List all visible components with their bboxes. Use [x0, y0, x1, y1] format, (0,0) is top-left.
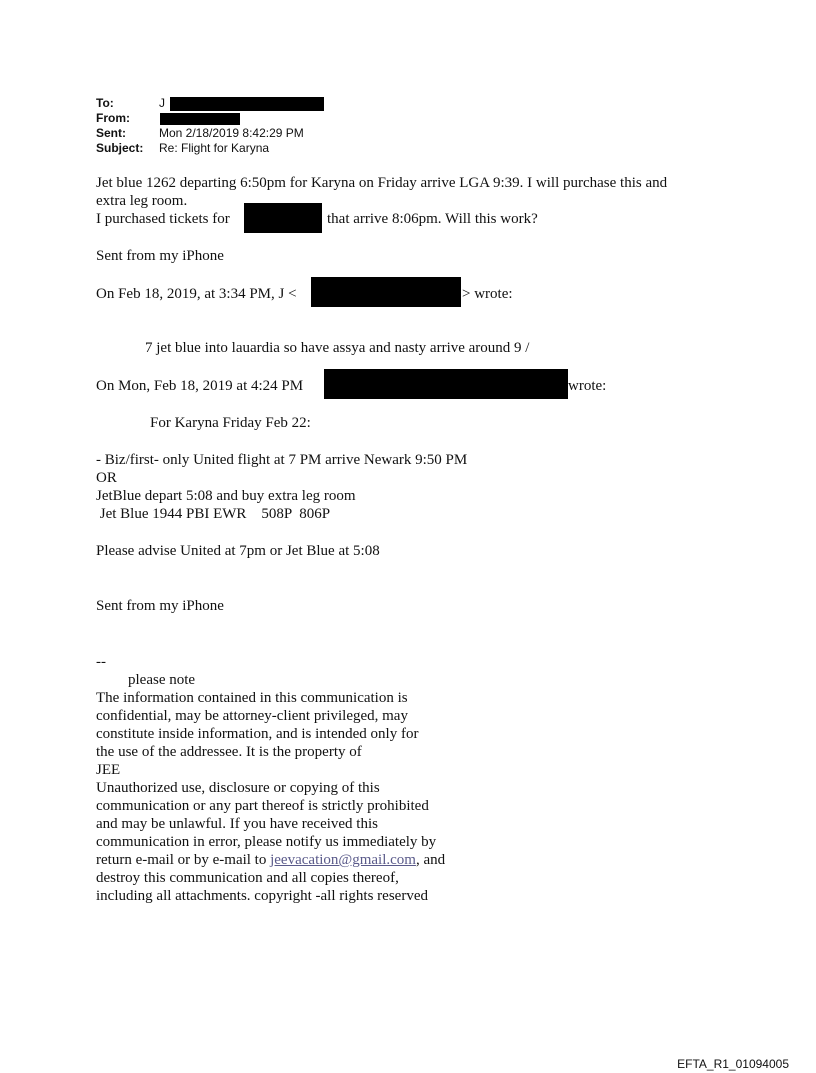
- option-jetblue: JetBlue depart 5:08 and buy extra leg room: [96, 488, 356, 504]
- quote1-attribution: On Feb 18, 2019, at 3:34 PM, J <: [96, 286, 297, 302]
- disclaimer-line-3: constitute inside information, and is intended only for: [96, 726, 419, 742]
- quote2-wrote: wrote:: [568, 378, 607, 394]
- document-id: EFTA_R1_01094005: [677, 1057, 789, 1071]
- body-line-3a: I purchased tickets for: [96, 211, 230, 227]
- body-line-3b: that arrive 8:06pm. Will this work?: [327, 211, 538, 227]
- disclaimer-line-5: JEE: [96, 762, 121, 778]
- sent-value: Mon 2/18/2019 8:42:29 PM: [159, 126, 304, 140]
- disclaimer-line-6: Unauthorized use, disclosure or copying of this: [96, 780, 380, 796]
- to-value: J: [159, 96, 165, 110]
- disclaimer-line-10-b: , and: [415, 852, 446, 868]
- disclaimer-line-9: communication in error, please notify us immediately by: [96, 834, 437, 850]
- sent-from-iphone-2: Sent from my iPhone: [96, 598, 224, 614]
- redaction-quote2-sender: [324, 369, 568, 399]
- or-text: OR: [96, 470, 117, 486]
- sent-label: Sent:: [96, 126, 126, 140]
- disclaimer-line-4: the use of the addressee. It is the property of: [96, 744, 362, 760]
- karyna-line: For Karyna Friday Feb 22:: [150, 415, 311, 431]
- quote1-text: 7 jet blue into lauardia so have assya and nasty arrive around 9 /: [145, 340, 530, 356]
- disclaimer-line-12: including all attachments. copyright -all rights reserved: [96, 888, 428, 904]
- quote1-wrote: > wrote:: [462, 286, 513, 302]
- subject-value: Re: Flight for Karyna: [159, 141, 270, 155]
- body-line-1: Jet blue 1262 departing 6:50pm for Karyna on Friday arrive LGA 9:39. I will purchase this and: [96, 175, 668, 191]
- disclaimer-line-8: and may be unlawful. If you have received this: [96, 816, 378, 832]
- sent-from-iphone-1: Sent from my iPhone: [96, 248, 224, 264]
- signature-dashes: --: [96, 654, 106, 670]
- redaction-passenger: [244, 203, 322, 233]
- from-label: From:: [96, 111, 130, 125]
- quote2-attribution: On Mon, Feb 18, 2019 at 4:24 PM: [96, 378, 304, 394]
- disclaimer-line-7: communication or any part thereof is strictly prohibited: [96, 798, 429, 814]
- disclaimer-line-2: confidential, may be attorney-client privileged, may: [96, 708, 408, 724]
- subject-label: Subject:: [96, 141, 144, 155]
- option-united: - Biz/first- only United flight at 7 PM arrive Newark 9:50 PM: [96, 452, 468, 468]
- disclaimer-line-10-a: return e-mail or by e-mail to: [96, 852, 271, 868]
- disclaimer-line-1: The information contained in this communication is: [96, 690, 408, 706]
- disclaimer-line-11: destroy this communication and all copies thereof,: [96, 870, 399, 886]
- redaction-to: [170, 97, 324, 111]
- disclaimer-line-10: [96, 851, 445, 869]
- signature-note: please note: [128, 672, 196, 688]
- email-link[interactable]: jeevacation@gmail.com: [270, 852, 416, 868]
- to-label: To:: [96, 96, 114, 110]
- redaction-quote1-email: [311, 277, 461, 307]
- advise-line: Please advise United at 7pm or Jet Blue at 5:08: [96, 543, 380, 559]
- redaction-from: [160, 113, 240, 125]
- option-jetblue-detail: Jet Blue 1944 PBI EWR 508P 806P: [96, 506, 331, 522]
- body-line-2: extra leg room.: [96, 193, 188, 209]
